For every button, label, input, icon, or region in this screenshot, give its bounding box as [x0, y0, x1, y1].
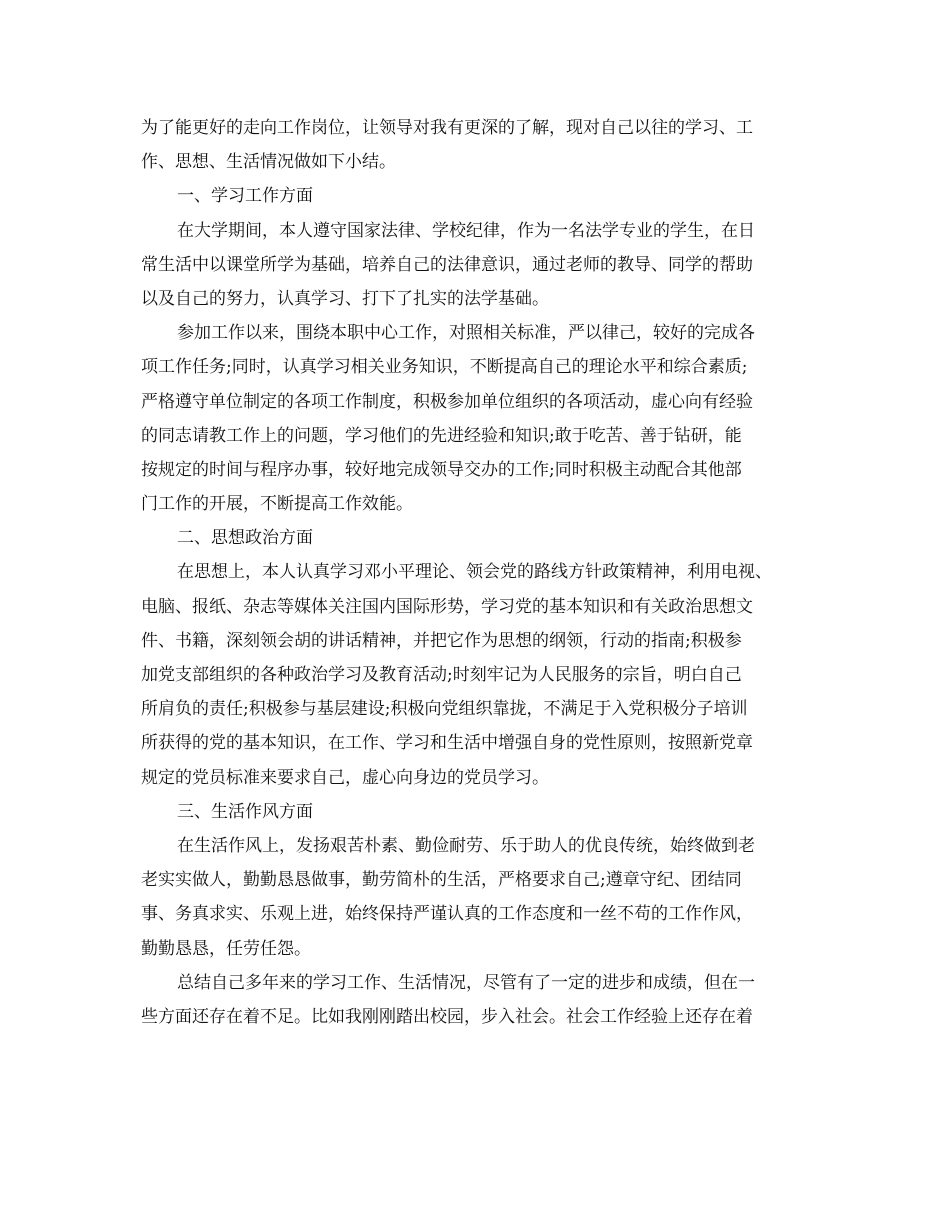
- text-line: 常生活中以课堂所学为基础，培养自己的法律意识，通过老师的教导、同学的帮助: [141, 254, 753, 275]
- text-line: 件、书籍，深刻领会胡的讲话精神，并把它作为思想的纲领，行动的指南;积极参: [141, 630, 742, 651]
- text-line: 门工作的开展，不断提高工作效能。: [141, 494, 413, 515]
- text-line: 一、学习工作方面: [177, 186, 313, 207]
- text-line: 三、生活作风方面: [177, 801, 313, 822]
- text-line: 为了能更好的走向工作岗位，让领导对我有更深的了解，现对自己以往的学习、工: [141, 118, 753, 138]
- text-line: 所获得的党的基本知识，在工作、学习和生活中增强自身的党性原则，按照新党章: [141, 733, 753, 754]
- text-line: 勤勤恳恳，任劳任怨。: [141, 938, 311, 959]
- text-line: 参加工作以来，围绕本职中心工作，对照相关标准，严以律己，较好的完成各: [177, 323, 755, 344]
- text-line: 加党支部组织的各种政治学习及教育活动;时刻牢记为人民服务的宗旨，明白自己: [141, 665, 742, 685]
- text-line: 些方面还存在着不足。比如我刚刚踏出校园，步入社会。社会工作经验上还存在着: [141, 1006, 753, 1027]
- text-line: 事、务真求实、乐观上进，始终保持严谨认真的工作态度和一丝不苟的工作作风，: [141, 904, 753, 925]
- document-page: [141, 111, 821, 1034]
- text-line: 电脑、报纸、杂志等媒体关注国内国际形势，学习党的基本知识和有关政治思想文: [141, 596, 753, 617]
- text-line: 在大学期间，本人遵守国家法律、学校纪律，作为一名法学专业的学生，在日: [177, 220, 755, 241]
- text-line: 在生活作风上，发扬艰苦朴素、勤俭耐劳、乐于助人的优良传统，始终做到老: [177, 835, 755, 856]
- text-line: 作、思想、生活情况做如下小结。: [141, 152, 396, 173]
- text-line: 所肩负的责任;积极参与基层建设;积极向党组织靠拢，不满足于入党积极分子培训: [141, 699, 748, 720]
- text-line: 老实实做人，勤勤恳恳做事，勤劳简朴的生活，严格要求自己;遵章守纪、团结同: [141, 870, 742, 891]
- text-line: 规定的党员标准来要求自己，虚心向身边的党员学习。: [141, 767, 549, 788]
- text-line: 项工作任务;同时，认真学习相关业务知识，不断提高自己的理论水平和综合素质;: [141, 357, 748, 378]
- text-line: 以及自己的努力，认真学习、打下了扎实的法学基础。: [141, 288, 549, 309]
- text-line: 总结自己多年来的学习工作、生活情况，尽管有了一定的进步和成绩，但在一: [177, 972, 755, 993]
- text-line: 二、思想政治方面: [177, 528, 313, 549]
- text-line: 按规定的时间与程序办事，较好地完成领导交办的工作;同时积极主动配合其他部: [141, 459, 742, 480]
- text-line: 的同志请教工作上的问题，学习他们的先进经验和知识;敢于吃苦、善于钻研，能: [141, 425, 742, 446]
- text-line: 严格遵守单位制定的各项工作制度，积极参加单位组织的各项活动，虚心向有经验: [141, 391, 753, 412]
- text-line: 在思想上，本人认真学习邓小平理论、领会党的路线方针政策精神，利用电视、: [177, 562, 772, 583]
